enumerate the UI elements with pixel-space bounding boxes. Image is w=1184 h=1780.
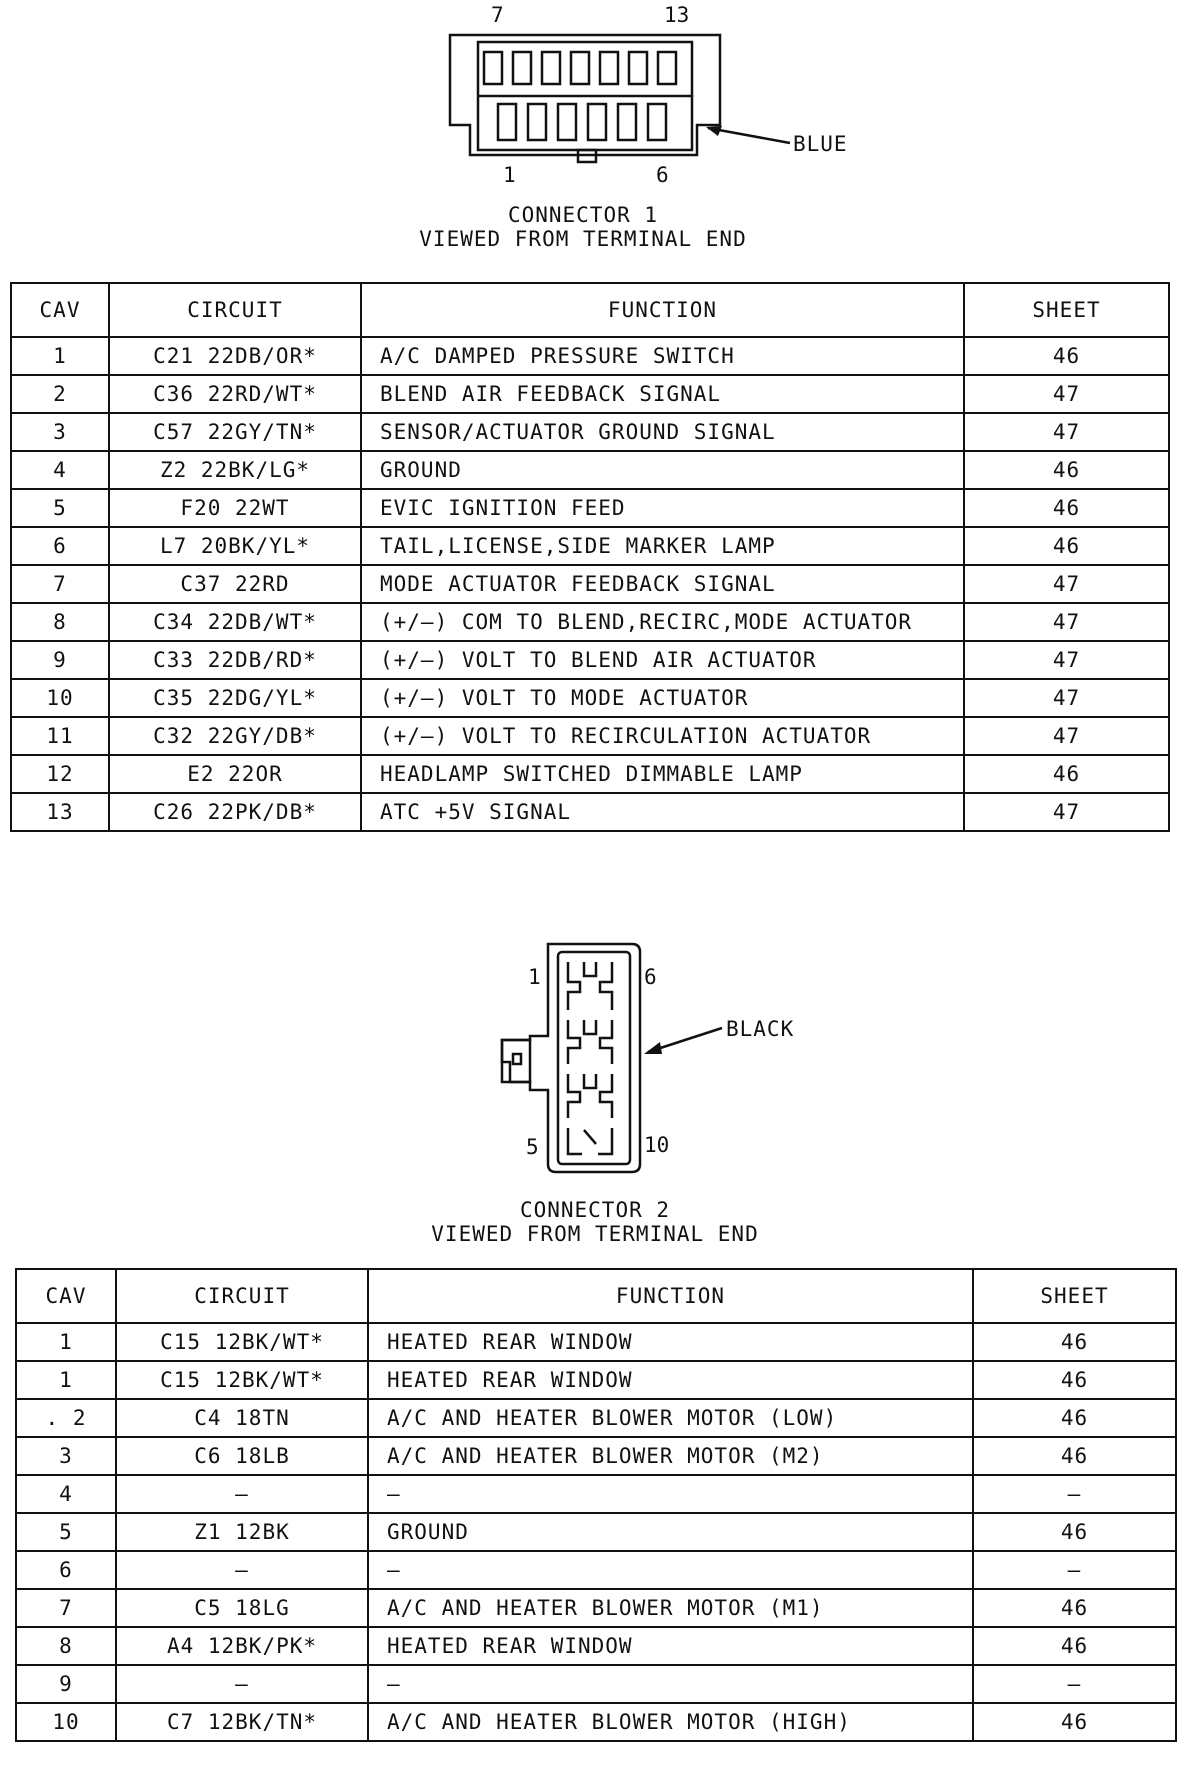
cell-cav: 10: [16, 1703, 116, 1741]
cell-function: EVIC IGNITION FEED: [361, 489, 964, 527]
cell-function: A/C AND HEATER BLOWER MOTOR (M1): [368, 1589, 973, 1627]
cell-circuit: Z1 12BK: [116, 1513, 368, 1551]
cell-circuit: C37 22RD: [109, 565, 361, 603]
cell-cav: 11: [11, 717, 109, 755]
table-row: [11, 451, 1169, 489]
cell-circuit: F20 22WT: [109, 489, 361, 527]
cell-circuit: —: [116, 1475, 368, 1513]
cell-sheet: 47: [964, 717, 1169, 755]
cell-function: TAIL,LICENSE,SIDE MARKER LAMP: [361, 527, 964, 565]
cell-cav: 9: [16, 1665, 116, 1703]
cell-function: (+/–) VOLT TO RECIRCULATION ACTUATOR: [361, 717, 964, 755]
cell-function: A/C DAMPED PRESSURE SWITCH: [361, 337, 964, 375]
header-circuit: CIRCUIT: [116, 1269, 368, 1323]
cell-function: A/C AND HEATER BLOWER MOTOR (LOW): [368, 1399, 973, 1437]
header-sheet: SHEET: [973, 1269, 1176, 1323]
table-row: [16, 1437, 1176, 1475]
table-row: [16, 1361, 1176, 1399]
connector-1-pin-label-6: 6: [656, 163, 669, 187]
cell-function: HEATED REAR WINDOW: [368, 1627, 973, 1665]
table-row: [16, 1513, 1176, 1551]
connector-1-subtitle: VIEWED FROM TERMINAL END: [419, 227, 747, 251]
cell-sheet: —: [973, 1475, 1176, 1513]
table-row: [16, 1665, 1176, 1703]
cell-circuit: C33 22DB/RD*: [109, 641, 361, 679]
connector-1-table: [10, 282, 1170, 832]
header-function: FUNCTION: [368, 1269, 973, 1323]
table-row: [11, 755, 1169, 793]
cell-function: —: [368, 1665, 973, 1703]
connector-2-table: [15, 1268, 1177, 1742]
cell-sheet: 47: [964, 641, 1169, 679]
table-row: [11, 565, 1169, 603]
header-function: FUNCTION: [361, 283, 964, 337]
cell-circuit: —: [116, 1665, 368, 1703]
table-row: [16, 1323, 1176, 1361]
cell-sheet: 47: [964, 603, 1169, 641]
cell-function: GROUND: [368, 1513, 973, 1551]
cell-sheet: 46: [973, 1627, 1176, 1665]
cell-sheet: 46: [964, 337, 1169, 375]
cell-circuit: C15 12BK/WT*: [116, 1361, 368, 1399]
cell-cav: 1: [16, 1323, 116, 1361]
table-row: [16, 1627, 1176, 1665]
table-row: [11, 793, 1169, 831]
cell-sheet: 46: [973, 1513, 1176, 1551]
cell-sheet: 46: [973, 1589, 1176, 1627]
table-row: [11, 641, 1169, 679]
header-cav: CAV: [16, 1269, 116, 1323]
table-header-row: [11, 283, 1169, 337]
cell-cav: . 2: [16, 1399, 116, 1437]
cell-cav: 5: [16, 1513, 116, 1551]
cell-cav: 8: [16, 1627, 116, 1665]
cell-sheet: 47: [964, 679, 1169, 717]
cell-function: HEATED REAR WINDOW: [368, 1361, 973, 1399]
connector-2-subtitle: VIEWED FROM TERMINAL END: [431, 1222, 759, 1246]
cell-cav: 4: [11, 451, 109, 489]
table-row: [11, 717, 1169, 755]
cell-sheet: 46: [964, 451, 1169, 489]
connector-1-pin-label-7: 7: [491, 3, 504, 27]
cell-sheet: 47: [964, 793, 1169, 831]
cell-circuit: C4 18TN: [116, 1399, 368, 1437]
connector-2-pin-label-5: 5: [526, 1135, 539, 1159]
cell-sheet: 46: [973, 1323, 1176, 1361]
table-row: [11, 489, 1169, 527]
connector-2-color-label: BLACK: [726, 1017, 795, 1041]
cell-circuit: C6 18LB: [116, 1437, 368, 1475]
connector-1-color-label: BLUE: [793, 132, 848, 156]
cell-function: (+/–) VOLT TO BLEND AIR ACTUATOR: [361, 641, 964, 679]
cell-circuit: C36 22RD/WT*: [109, 375, 361, 413]
cell-function: GROUND: [361, 451, 964, 489]
cell-cav: 8: [11, 603, 109, 641]
cell-cav: 2: [11, 375, 109, 413]
cell-function: A/C AND HEATER BLOWER MOTOR (M2): [368, 1437, 973, 1475]
cell-cav: 3: [16, 1437, 116, 1475]
cell-cav: 1: [16, 1361, 116, 1399]
cell-sheet: —: [973, 1665, 1176, 1703]
cell-cav: 5: [11, 489, 109, 527]
cell-sheet: —: [973, 1551, 1176, 1589]
connector-2-diagram: [0, 930, 1184, 1260]
cell-function: (+/–) VOLT TO MODE ACTUATOR: [361, 679, 964, 717]
cell-cav: 6: [11, 527, 109, 565]
cell-cav: 3: [11, 413, 109, 451]
cell-function: BLEND AIR FEEDBACK SIGNAL: [361, 375, 964, 413]
cell-cav: 9: [11, 641, 109, 679]
cell-circuit: C32 22GY/DB*: [109, 717, 361, 755]
cell-cav: 1: [11, 337, 109, 375]
cell-function: ATC +5V SIGNAL: [361, 793, 964, 831]
cell-function: SENSOR/ACTUATOR GROUND SIGNAL: [361, 413, 964, 451]
cell-cav: 7: [16, 1589, 116, 1627]
table-row: [16, 1399, 1176, 1437]
cell-sheet: 46: [973, 1399, 1176, 1437]
cell-circuit: C7 12BK/TN*: [116, 1703, 368, 1741]
cell-function: —: [368, 1475, 973, 1513]
connector-1-drawing: [0, 0, 1184, 270]
table-row: [11, 527, 1169, 565]
table-header-row: [16, 1269, 1176, 1323]
header-circuit: CIRCUIT: [109, 283, 361, 337]
connector-1-diagram: [0, 0, 1184, 270]
cell-function: HEADLAMP SWITCHED DIMMABLE LAMP: [361, 755, 964, 793]
cell-cav: 6: [16, 1551, 116, 1589]
cell-function: —: [368, 1551, 973, 1589]
cell-function: A/C AND HEATER BLOWER MOTOR (HIGH): [368, 1703, 973, 1741]
table-row: [11, 337, 1169, 375]
connector-2-title: CONNECTOR 2: [519, 1198, 671, 1222]
cell-circuit: C5 18LG: [116, 1589, 368, 1627]
cell-circuit: C21 22DB/OR*: [109, 337, 361, 375]
cell-circuit: C26 22PK/DB*: [109, 793, 361, 831]
connector-2-pin-label-6: 6: [644, 965, 657, 989]
connector-2-drawing: [0, 930, 1184, 1260]
cell-sheet: 46: [973, 1703, 1176, 1741]
cell-cav: 10: [11, 679, 109, 717]
table-row: [16, 1589, 1176, 1627]
cell-sheet: 47: [964, 413, 1169, 451]
connector-2-table-body: [16, 1323, 1176, 1741]
cell-cav: 13: [11, 793, 109, 831]
header-sheet: SHEET: [964, 283, 1169, 337]
cell-sheet: 46: [973, 1437, 1176, 1475]
cell-circuit: C34 22DB/WT*: [109, 603, 361, 641]
table-row: [16, 1703, 1176, 1741]
cell-circuit: C57 22GY/TN*: [109, 413, 361, 451]
cell-function: HEATED REAR WINDOW: [368, 1323, 973, 1361]
connector-1-pin-label-1: 1: [503, 163, 516, 187]
cell-circuit: C15 12BK/WT*: [116, 1323, 368, 1361]
cell-circuit: —: [116, 1551, 368, 1589]
cell-function: MODE ACTUATOR FEEDBACK SIGNAL: [361, 565, 964, 603]
cell-cav: 12: [11, 755, 109, 793]
table-row: [16, 1475, 1176, 1513]
cell-circuit: L7 20BK/YL*: [109, 527, 361, 565]
connector-2-pin-label-10: 10: [644, 1133, 670, 1157]
table-row: [11, 679, 1169, 717]
cell-sheet: 47: [964, 375, 1169, 413]
cell-sheet: 46: [964, 527, 1169, 565]
table-row: [16, 1551, 1176, 1589]
cell-function: (+/–) COM TO BLEND,RECIRC,MODE ACTUATOR: [361, 603, 964, 641]
cell-circuit: A4 12BK/PK*: [116, 1627, 368, 1665]
table-row: [11, 603, 1169, 641]
table-row: [11, 413, 1169, 451]
cell-cav: 4: [16, 1475, 116, 1513]
connector-1-title: CONNECTOR 1: [507, 203, 659, 227]
connector-1-pin-label-13: 13: [664, 3, 690, 27]
cell-circuit: C35 22DG/YL*: [109, 679, 361, 717]
connector-1-table-body: [11, 337, 1169, 831]
cell-circuit: Z2 22BK/LG*: [109, 451, 361, 489]
cell-sheet: 46: [964, 755, 1169, 793]
connector-2-pin-label-1: 1: [528, 965, 541, 989]
cell-sheet: 47: [964, 565, 1169, 603]
cell-sheet: 46: [964, 489, 1169, 527]
cell-sheet: 46: [973, 1361, 1176, 1399]
header-cav: CAV: [11, 283, 109, 337]
table-row: [11, 375, 1169, 413]
cell-cav: 7: [11, 565, 109, 603]
cell-circuit: E2 22OR: [109, 755, 361, 793]
